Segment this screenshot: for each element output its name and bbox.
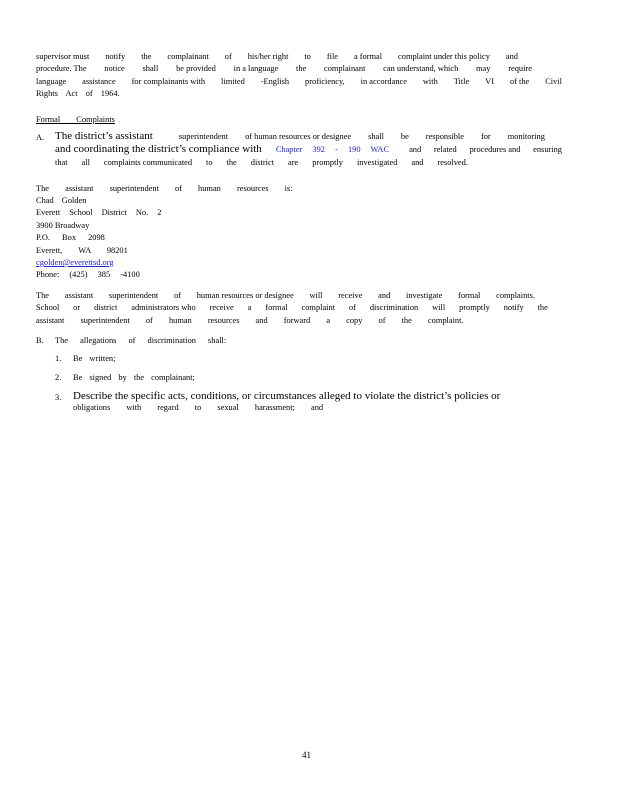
- sub-item-3-line-2: obligations with regard to sexual harassment; and: [73, 403, 324, 412]
- para2-line-2: [36, 303, 548, 313]
- item-a-line-2-rest: [409, 145, 562, 155]
- word: receive: [338, 291, 363, 300]
- word: Civil: [545, 77, 562, 86]
- word: to: [206, 158, 213, 167]
- word: complaints communicated: [103, 158, 193, 167]
- word: and: [411, 158, 424, 167]
- word: a formal: [353, 52, 383, 61]
- item-a-line-1: [55, 130, 545, 142]
- word: shall: [142, 64, 159, 73]
- word: assistance: [82, 77, 116, 86]
- item-a-line-3: [55, 158, 468, 168]
- sub-item-2-text: Be signed by the complainant;: [73, 373, 195, 382]
- word: procedure. The: [36, 64, 87, 73]
- word: can understand, which: [383, 64, 459, 73]
- word: receive: [209, 303, 234, 312]
- word: The: [36, 291, 50, 300]
- word: in accordance: [360, 77, 407, 86]
- word: complaint under this policy: [398, 52, 490, 61]
- word: the: [226, 158, 237, 167]
- word: or: [73, 303, 81, 312]
- sub-item-3-marker: 3.: [55, 393, 62, 402]
- word: be: [400, 132, 409, 141]
- word: administrators who: [131, 303, 196, 312]
- word: will: [432, 303, 446, 312]
- item-a-marker: A.: [36, 133, 45, 142]
- word: complainant: [167, 52, 209, 61]
- para2-line-3: assistant superintendent of human resources and forward a copy of the complaint.: [36, 316, 464, 325]
- word: limited: [221, 77, 245, 86]
- para2-line-1: [36, 291, 535, 301]
- word: resolved.: [437, 158, 468, 167]
- word: responsible: [425, 132, 464, 141]
- word: complaints.: [496, 291, 535, 300]
- word: of: [348, 303, 356, 312]
- contact-district: Everett School District No. 2: [36, 208, 162, 217]
- word: School: [36, 303, 60, 312]
- word: promptly: [459, 303, 490, 312]
- word: his/her right: [247, 52, 289, 61]
- word: procedures and: [469, 145, 521, 154]
- word: monitoring: [507, 132, 545, 141]
- intro-line-2: [36, 64, 532, 74]
- word: and: [378, 291, 391, 300]
- word: -English: [260, 77, 290, 86]
- word: human resources or designee: [196, 291, 294, 300]
- word: complainant: [324, 64, 366, 73]
- word: district: [94, 303, 118, 312]
- word: all: [81, 158, 90, 167]
- word: with: [422, 77, 438, 86]
- item-a-line-1-lead: The district’s assistant: [55, 130, 153, 142]
- word: are: [288, 158, 299, 167]
- word: and: [409, 145, 422, 154]
- sub-item-1-marker: 1.: [55, 354, 62, 363]
- item-a-line-2: [55, 143, 562, 155]
- word: be provided: [176, 64, 216, 73]
- word: investigated: [356, 158, 398, 167]
- word: of human resources or designee: [245, 132, 352, 141]
- item-b-text: The allegations of discrimination shall:: [55, 336, 227, 345]
- word: that: [55, 158, 68, 167]
- section-title: Formal Complaints: [36, 115, 115, 124]
- word: of the: [509, 77, 530, 86]
- word: assistant: [64, 291, 94, 300]
- word: complaint: [301, 303, 336, 312]
- word: ensuring: [533, 145, 562, 154]
- word: may: [476, 64, 491, 73]
- word: discrimination: [369, 303, 419, 312]
- word: formal: [265, 303, 288, 312]
- wac-link[interactable]: Chapter 392 - 190 WAC: [275, 145, 390, 154]
- word: Title: [453, 77, 470, 86]
- intro-line-1: [36, 52, 518, 62]
- word: district: [250, 158, 275, 167]
- word: notice: [104, 64, 125, 73]
- word: in a language: [233, 64, 279, 73]
- word: the: [296, 64, 307, 73]
- word: for: [480, 132, 491, 141]
- contact-street: 3900 Broadway: [36, 221, 90, 230]
- word: the: [141, 52, 152, 61]
- word: proficiency,: [305, 77, 345, 86]
- item-a-line-2-lead: and coordinating the district’s compliance with: [55, 143, 262, 155]
- word: to: [304, 52, 311, 61]
- word: of: [224, 52, 232, 61]
- contact-city: Everett, WA 98201: [36, 246, 128, 255]
- word: notify: [503, 303, 524, 312]
- intro-line-3: [36, 77, 562, 87]
- contact-phone: Phone: (425) 385 -4100: [36, 270, 140, 279]
- word: the: [537, 303, 548, 312]
- contact-name: Chad Golden: [36, 196, 87, 205]
- word: will: [309, 291, 323, 300]
- sub-item-3-text: Describe the specific acts, conditions, or circumstances alleged to violate the district’s policies or: [73, 390, 501, 402]
- word: investigate: [406, 291, 443, 300]
- item-b-marker: B.: [36, 336, 44, 345]
- word: promptly: [312, 158, 343, 167]
- word: language: [36, 77, 67, 86]
- word: superintendent: [108, 291, 159, 300]
- word: shall: [368, 132, 384, 141]
- sub-item-2-marker: 2.: [55, 373, 62, 382]
- word: and: [505, 52, 518, 61]
- contact-pobox: P.O. Box 2098: [36, 233, 105, 242]
- contact-email-link[interactable]: cgolden@everettsd.org: [36, 258, 114, 267]
- word: a: [247, 303, 252, 312]
- page-number: 41: [302, 750, 311, 760]
- word: superintendent: [178, 132, 229, 141]
- word: supervisor must: [36, 52, 90, 61]
- word: formal: [458, 291, 481, 300]
- word: VI: [485, 77, 495, 86]
- word: file: [326, 52, 338, 61]
- sub-item-1-text: Be written;: [73, 354, 116, 363]
- contact-intro: The assistant superintendent of human resources is:: [36, 184, 293, 193]
- intro-line-4: Rights Act of 1964.: [36, 89, 120, 98]
- word: of: [173, 291, 181, 300]
- item-a-line-1-rest: [179, 132, 545, 142]
- word: notify: [105, 52, 126, 61]
- word: related: [433, 145, 457, 154]
- word: require: [508, 64, 532, 73]
- word: for complainants with: [131, 77, 206, 86]
